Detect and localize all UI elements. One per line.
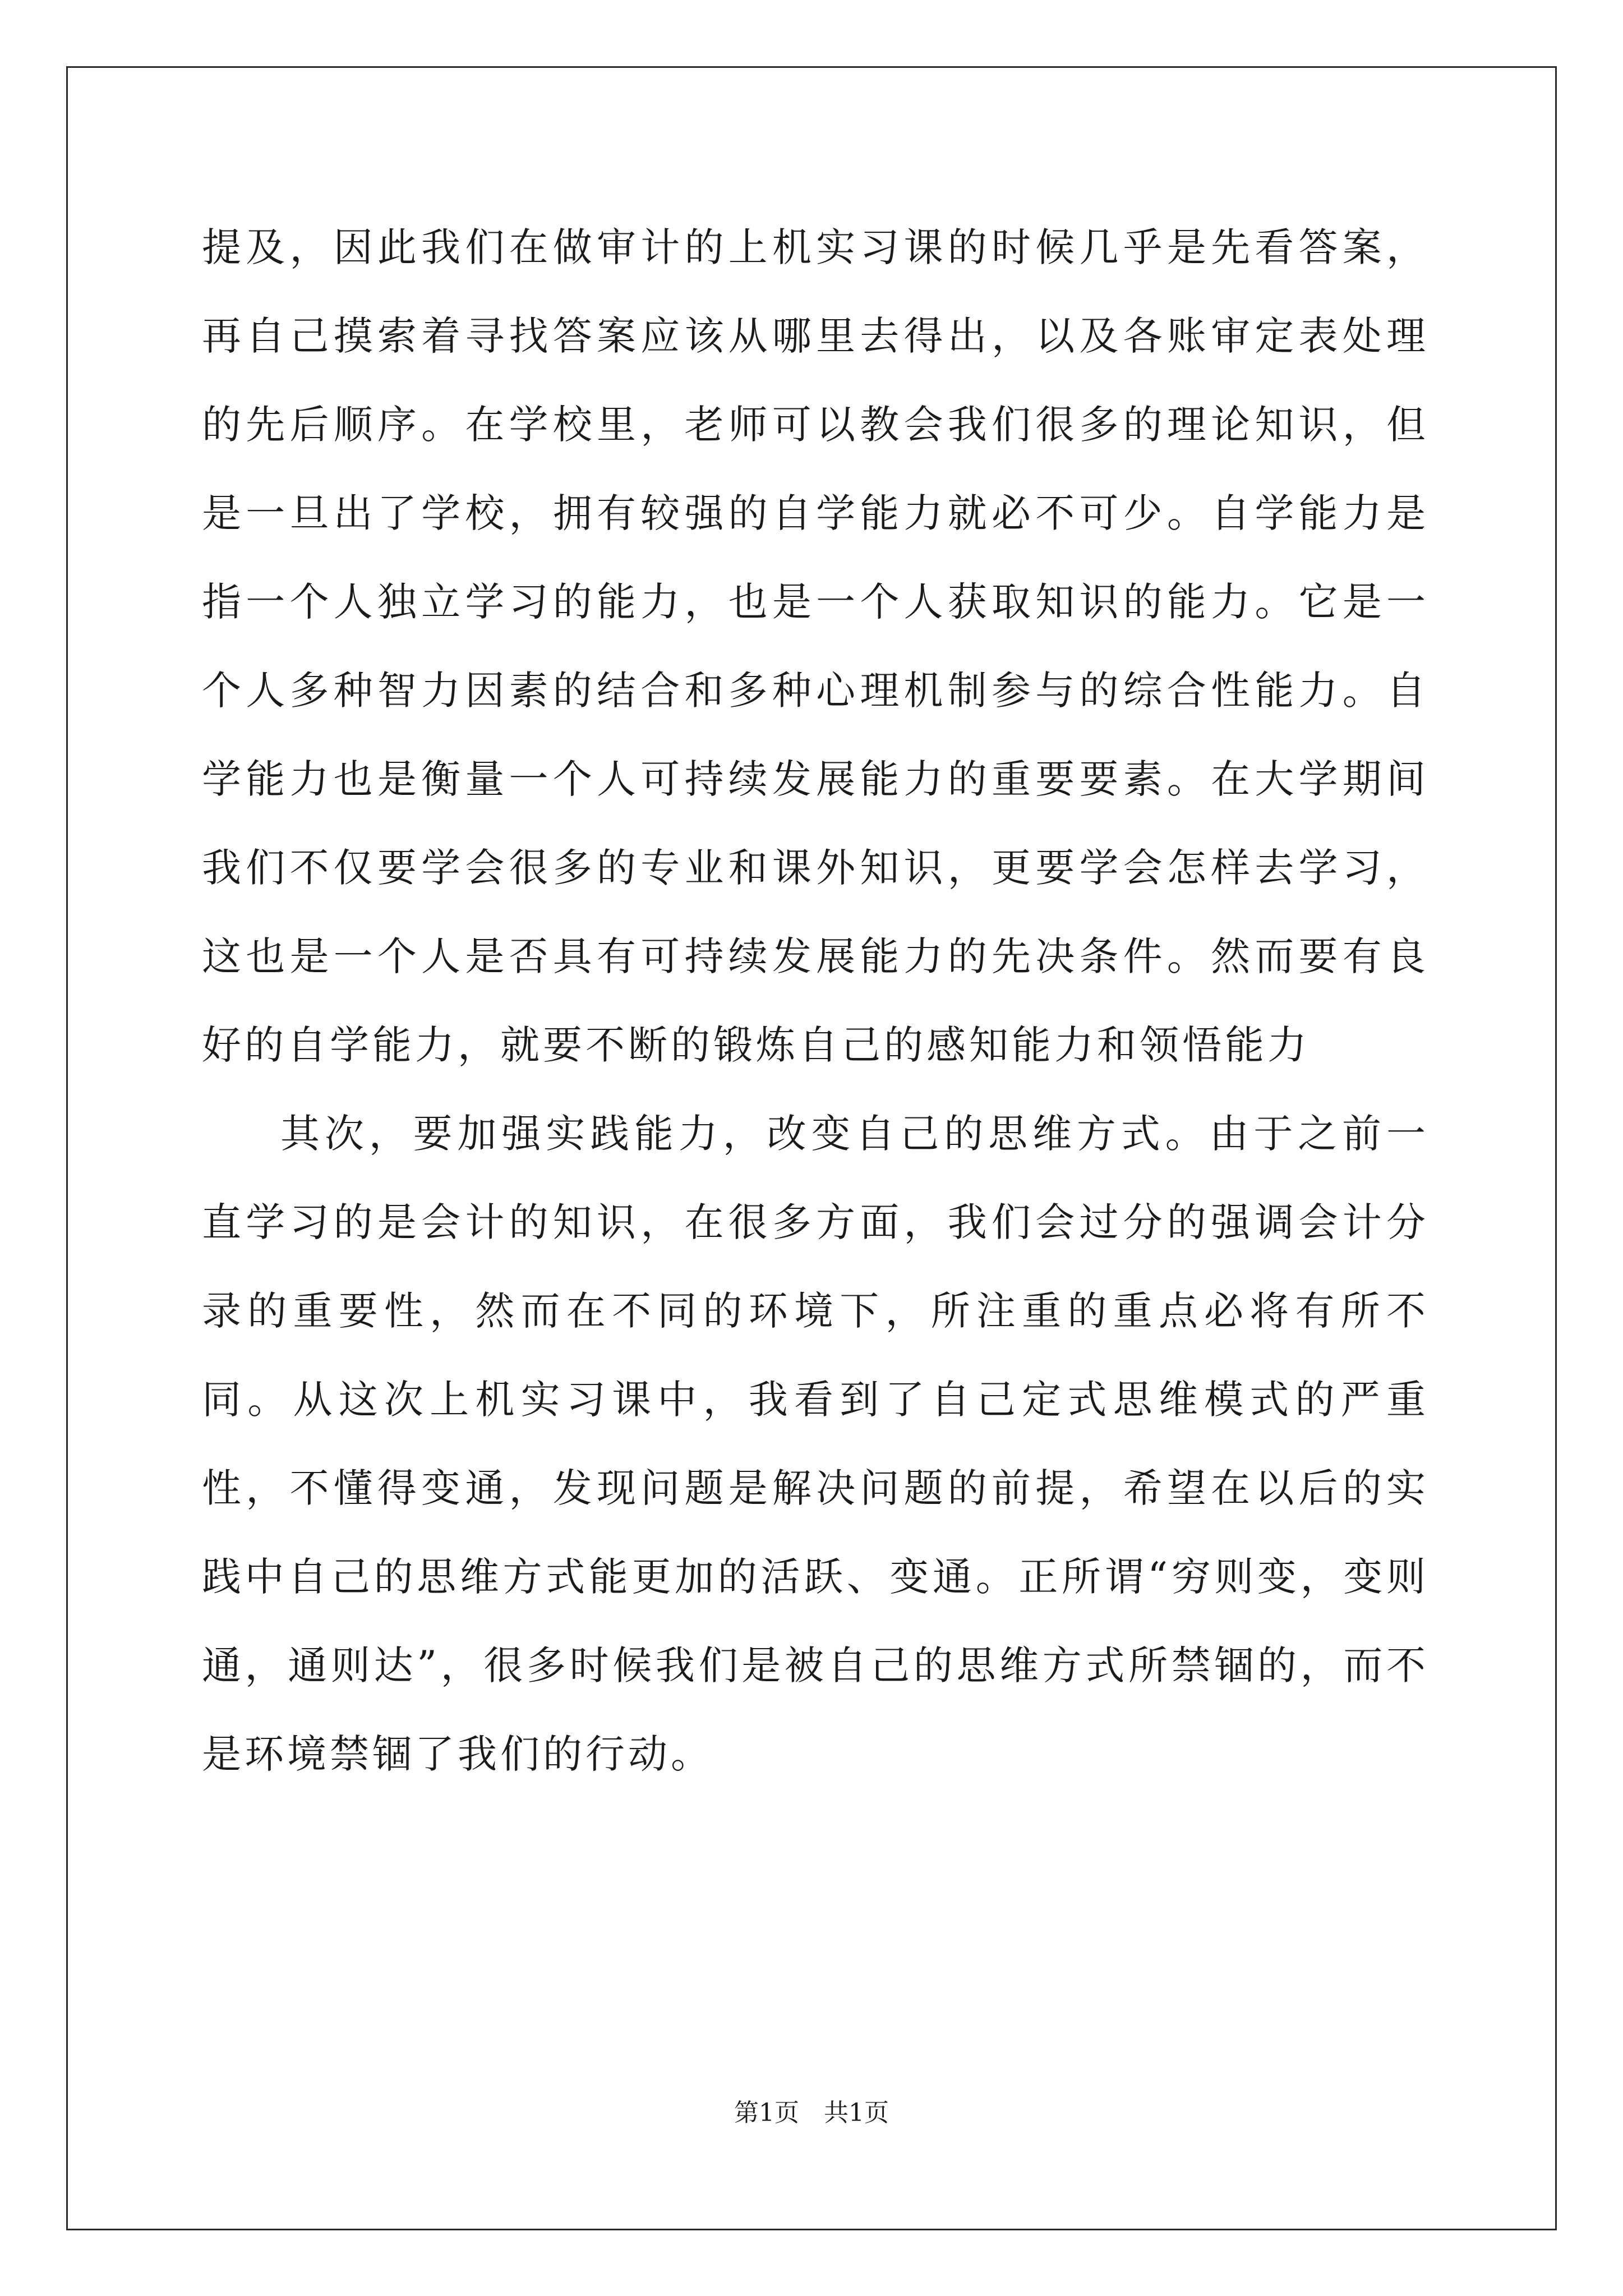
page-footer — [0, 2092, 1623, 2128]
page-total: 共1页 — [824, 2099, 889, 2127]
paragraph-1: 提及，因此我们在做审计的上机实习课的时候几乎是先看答案，再自己摸索着寻找答案应该从哪里去得出，以及各账审定表处理的先后顺序。在学校里，老师可以教会我们很多的理论知识，但是一旦出了学校，拥有较强的自学能力就必不可少。自学能力是指一个人独立学习的能力，也是一个人获取知识的能力。它是一个人多种智力因素的结合和多种心理机制参与的综合性能力。自学能力也是衡量一个人可持续发展能力的重要要素。在大学期间我们不仅要学会很多的专业和课外知识，更要学会怎样去学习，这也是一个人是否具有可持续发展能力的先决条件。然而要有良好的自学能力，就要不断的锻炼自己的感知能力和领悟能力 — [202, 224, 1429, 1068]
paragraph-2: 其次，要加强实践能力，改变自己的思维方式。由于之前一直学习的是会计的知识，在很多方面，我们会过分的强调会计分录的重要性，然而在不同的环境下，所注重的重点必将有所不同。从这次上机实习课中，我看到了自己定式思维模式的严重性，不懂得变通，发现问题是解决问题的前提，希望在以后的实践中自己的思维方式能更加的活跃、变通。正所谓“穷则变，变则通，通则达”，很多时候我们是被自己的思维方式所禁锢的，而不是环境禁锢了我们的行动。 — [202, 1111, 1429, 1777]
page-number: 第1页 — [734, 2099, 799, 2127]
document-body — [202, 203, 1429, 1798]
